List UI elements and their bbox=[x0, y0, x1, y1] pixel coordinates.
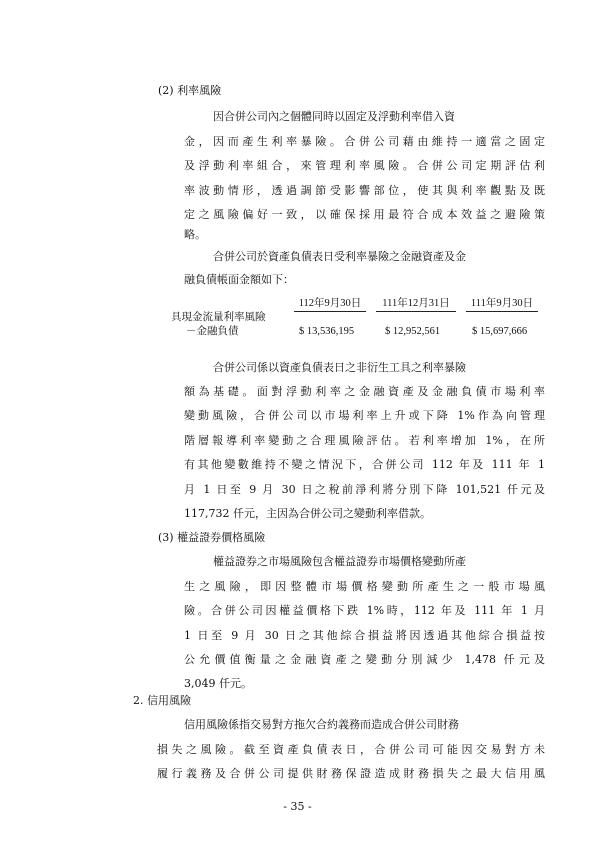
table-header-col2: 111年12月31日 bbox=[376, 297, 456, 312]
equity-para-line: 生之風險，即因整體市場價格變動所產生之一般市場風 bbox=[184, 580, 545, 593]
equity-para-line: 險。合併公司因權益價格下跌 1%時，112 年及 111 年 1 月 bbox=[184, 604, 545, 617]
table-cell-col3: $ 15,697,666 bbox=[472, 326, 528, 337]
equity-risk-heading: (3) 權益證券價格風險 bbox=[158, 531, 266, 544]
table-header-col1: 112年9月30日 bbox=[294, 297, 366, 312]
interest-para3-line: 額為基礎。面對浮動利率之金融資產及金融負債市場利率 bbox=[184, 385, 545, 398]
interest-para1-line: 金，因而產生利率暴險。合併公司藉由維持一適當之固定 bbox=[184, 135, 545, 148]
interest-para1-line: 率波動情形，透過調節受影響部位，使其與利率觀點及既 bbox=[184, 184, 545, 197]
table-row-sublabel: －金融負債 bbox=[186, 326, 239, 337]
equity-para-line: 1 日至 9 月 30 日之其他綜合損益將因透過其他綜合損益按 bbox=[184, 629, 545, 642]
table-cell-col2: $ 12,952,561 bbox=[385, 326, 441, 337]
interest-para1-line: 因合併公司內之個體同時以固定及浮動利率借入資 bbox=[213, 110, 455, 123]
interest-para3-line: 117,732 仟元，主因為合併公司之變動利率借款。 bbox=[184, 507, 431, 520]
interest-para3-line: 合併公司係以資產負債表日之非衍生工具之利率暴險 bbox=[213, 361, 466, 374]
equity-para-line: 3,049 仟元。 bbox=[184, 677, 252, 690]
interest-para2-line: 合併公司於資產負債表日受利率暴險之金融資產及金 bbox=[213, 250, 466, 263]
credit-risk-heading: 2. 信用風險 bbox=[133, 694, 191, 707]
interest-risk-heading: (2) 利率風險 bbox=[158, 84, 222, 97]
table-header-col3: 111年9月30日 bbox=[466, 297, 538, 312]
equity-para-line: 公允價值衡量之金融資產之變動分別減少 1,478 仟元及 bbox=[184, 653, 545, 666]
page-number: - 35 - bbox=[283, 800, 312, 813]
interest-para1-line: 略。 bbox=[184, 228, 206, 241]
interest-para1-line: 及浮動利率組合，來管理利率風險。合併公司定期評估利 bbox=[184, 159, 545, 172]
equity-para-line: 權益證券之市場風險包含權益證券市場價格變動所產 bbox=[213, 555, 466, 568]
interest-para1-line: 定之風險偏好一致，以確保採用最符合成本效益之避險策 bbox=[184, 208, 545, 221]
interest-para3-line: 月 1 日至 9 月 30 日之稅前淨利將分別下降 101,521 仟元及 bbox=[184, 483, 545, 496]
interest-para3-line: 階層報導利率變動之合理風險評估。若利率增加 1%，在所 bbox=[184, 434, 545, 447]
table-row-label: 具現金流量利率風險 bbox=[171, 312, 266, 323]
credit-para-line: 損失之風險。截至資產負債表日，合併公司可能因交易對方未 bbox=[157, 743, 545, 756]
table-cell-col1: $ 13,536,195 bbox=[299, 326, 355, 337]
interest-para3-line: 變動風險，合併公司以市場利率上升或下降 1%作為向管理 bbox=[184, 409, 545, 422]
credit-para-line: 履行義務及合併公司提供財務保證造成財務損失之最大信用風 bbox=[157, 767, 545, 780]
credit-para-line: 信用風險係指交易對方拖欠合約義務而造成合併公司財務 bbox=[184, 718, 459, 731]
interest-para2-line: 融負債帳面金額如下： bbox=[184, 273, 294, 286]
interest-para3-line: 有其他變數維持不變之情況下，合併公司 112 年及 111 年 1 bbox=[184, 458, 545, 471]
